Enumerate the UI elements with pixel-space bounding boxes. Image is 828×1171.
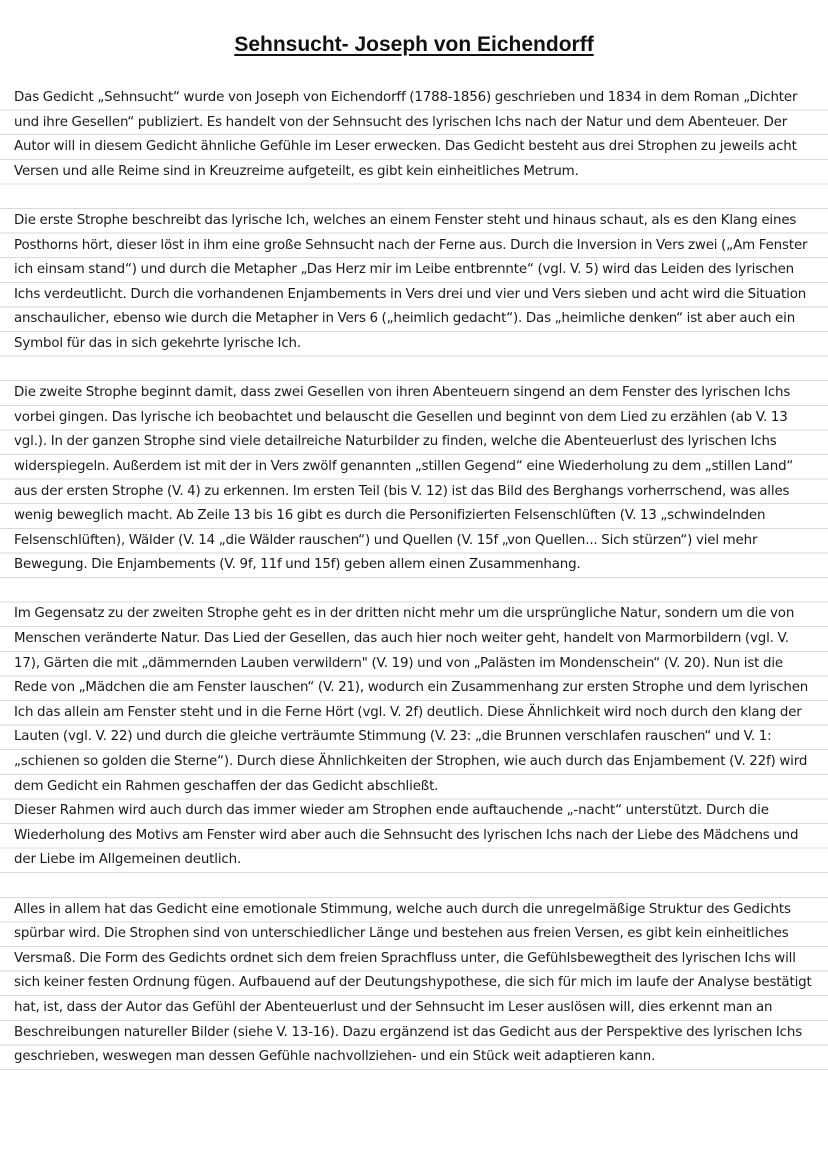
paragraph-second-stanza: Die zweite Strophe beginnt damit, dass zwei Gesellen von ihren Abenteuern singend an dem Fenster des lyrischen Ichs vorbei gingen. Das lyrische ich beobachtet und belauscht die Gesellen und beginnt von dem Lied zu erzählen (ab V. 13 vgl.). In der ganzen Strophe sind viele detailreiche Naturbilder zu finden, welche die Abenteuerlust des lyrischen Ichs widerspiegeln. Außerdem ist mit der in Vers zwölf genannten „stillen Gegend“ eine Wiederholung zu dem „stillen Land“ aus der ersten Strophe (V. 4) zu erkennen. Im ersten Teil (bis V. 12) ist das Bild des Berghangs vorherrschend, was alles wenig beweglich macht. Ab Zeile 13 bis 16 gibt es durch die Personifizierten Felsenschlüften (V. 13 „schwindelnden Felsenschlüften), Wälder (V. 14 „die Wälder rauschen“) und Quellen (V. 15f „von Quellen... Sich stürzen“) viel mehr Bewegung. Die Enjambements (V. 9f, 11f und 15f) geben allem einen Zusammenhang. — [14, 385, 794, 573]
paragraph-gap — [0, 873, 828, 898]
paragraph-gap — [0, 578, 828, 603]
paragraph-frame: Dieser Rahmen wird auch durch das immer wieder am Strophen ende auftauchende „-nacht“ unterstützt. Durch die Wiederholung des Motivs am Fenster wird aber auch die Sehnsucht des lyrischen Ichs nach der Liebe des Mädchens und der Liebe im Allgemeinen deutlich. — [14, 803, 799, 868]
paragraph-first-stanza: Die erste Strophe beschreibt das lyrische Ich, welches an einem Fenster steht und hinaus schaut, als es den Klang eines Posthorns hört, dieser löst in ihm eine große Sehnsucht nach der Ferne aus. Durch die Inversion in Vers zwei („Am Fenster ich einsam stand“) und durch die Metapher „Das Herz mir im Leibe entbrennte“ (vgl. V. 5) wird das Leiden des lyrischen Ichs verdeutlicht. Durch die vorhandenen Enjambements in Vers drei und vier und Vers sieben und acht wird die Situation anschaulicher, ebenso wie durch die Metapher in Vers 6 („heimlich gedacht“). Das „heimliche denken“ ist aber auch ein Symbol für das in sich gekehrte lyrische Ich. — [14, 212, 808, 351]
page-title: Sehnsucht- Joseph von Eichendorff — [234, 33, 594, 56]
paragraph-gap — [0, 184, 828, 209]
paragraph-third-stanza: Im Gegensatz zu der zweiten Strophe geht es in der dritten nicht mehr um die ursprüngliche Natur, sondern um die von Menschen veränderte Natur. Das Lied der Gesellen, das auch hier noch weiter geht, handelt von Marmorbildern (vgl. V. 17), Gärten die mit „dämmernden Lauben verwildern" (V. 19) und von „Palästen im Mondenschein“ (V. 20). Nun ist die Rede von „Mädchen die am Fenster lauschen“ (V. 21), wodurch ein Zusammenhang zur ersten Strophe und dem lyrischen Ich das allein am Fenster steht und in die Ferne Hört (vgl. V. 2f) deutlich. Diese Ähnlichkeit wird noch durch den klang der Lauten (vgl. V. 22) und durch die gleiche verträumte Stimmung (V. 23: „die Brunnen verschlafen rauschen“ und V. 1: „schienen so golden die Sterne“). Durch diese Ähnlichkeiten der Strophen, wie auch durch das Enjambement (V. 22f) wird dem Gedicht ein Rahmen geschaffen der das Gedicht abschließt. — [14, 606, 809, 794]
document-body — [0, 86, 828, 1070]
paragraph-gap — [0, 357, 828, 382]
paragraph-conclusion: Alles in allem hat das Gedicht eine emotionale Stimmung, welche auch durch die unregelmäßige Struktur des Gedichts spürbar wird. Die Strophen sind von unterschiedlicher Länge und bestehen aus freien Versen, es gibt kein einheitliches Versmaß. Die Form des Gedichts ordnet sich dem freien Sprachfluss unter, die Gefühlsbewegtheit des lyrischen Ichs will sich keiner festen Ordnung fügen. Aufbauend auf der Deutungshypothese, die sich für mich im laufe der Analyse bestätigt hat, ist, dass der Autor das Gefühl der Abenteuerlust und der Sehnsucht im Leser auslösen will, dies erkennt man an Beschreibungen natureller Bilder (siehe V. 13-16). Dazu ergänzend ist das Gedicht aus der Perspektive des lyrischen Ichs geschrieben, weswegen man dessen Gefühle nachvollziehen- und ein Stück weit adaptieren kann. — [14, 901, 812, 1065]
paragraph-intro: Das Gedicht „Sehnsucht“ wurde von Joseph von Eichendorff (1788-1856) geschrieben und 1834 in dem Roman „Dichter und ihre Gesellen“ publiziert. Es handelt von der Sehnsucht des lyrischen Ichs nach der Natur und dem Abenteuer. Der Autor will in diesem Gedicht ähnliche Gefühle im Leser erwecken. Das Gedicht besteht aus drei Strophen zu jeweils acht Versen und alle Reime sind in Kreuzreime aufgeteilt, es gibt kein einheitliches Metrum. — [14, 90, 798, 179]
